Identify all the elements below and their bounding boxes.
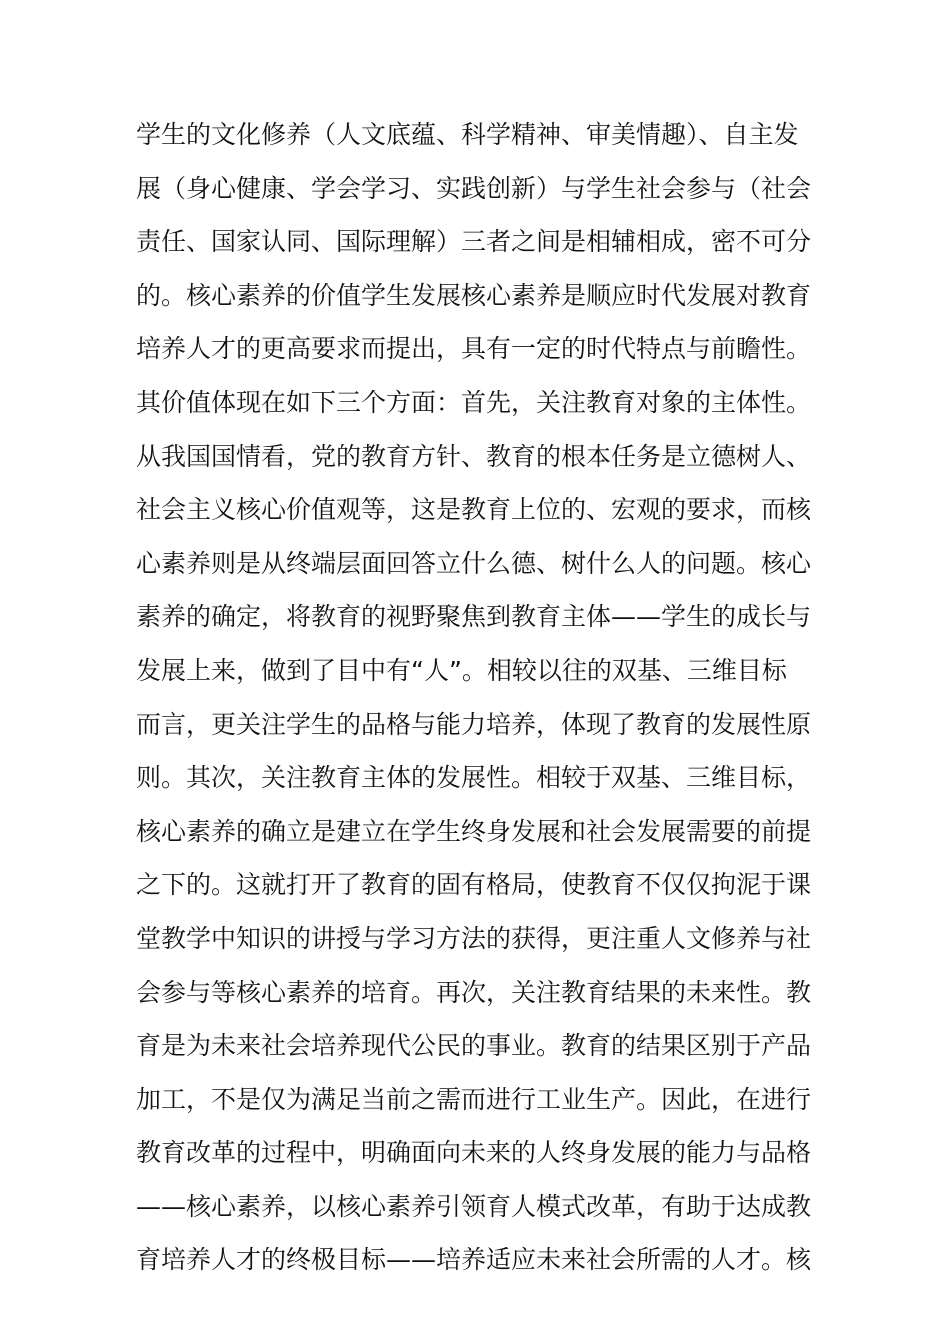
body-paragraph <box>136 108 836 1287</box>
text-line: 之下的。这就打开了教育的固有格局，使教育不仅仅拘泥于课 <box>136 870 812 900</box>
text-line: 加工，不是仅为满足当前之需而进行工业生产。因此，在进行 <box>136 1084 812 1114</box>
text-line: 育是为未来社会培养现代公民的事业。教育的结果区别于产品 <box>136 1031 812 1061</box>
text-line: 发展上来，做到了目中有“人”。相较以往的双基、三维目标 <box>136 655 787 685</box>
text-line: 而言，更关注学生的品格与能力培养，体现了教育的发展性原 <box>136 709 812 739</box>
text-line: 社会主义核心价值观等，这是教育上位的、宏观的要求，而核 <box>136 495 812 525</box>
text-line: 责任、国家认同、国际理解）三者之间是相辅相成，密不可分 <box>136 227 812 257</box>
text-line: 学生的文化修养（人文底蕴、科学精神、审美情趣）、自主发 <box>136 120 799 149</box>
text-line: 展（身心健康、学会学习、实践创新）与学生社会参与（社会 <box>136 173 812 203</box>
text-line: 堂教学中知识的讲授与学习方法的获得，更注重人文修养与社 <box>136 923 812 953</box>
text-line: 会参与等核心素养的培育。再次，关注教育结果的未来性。教 <box>136 977 812 1007</box>
text-line: 其价值体现在如下三个方面：首先，关注教育对象的主体性。 <box>136 387 812 417</box>
text-line: 育培养人才的终极目标——培养适应未来社会所需的人才。核 <box>136 1245 812 1275</box>
text-line: 培养人才的更高要求而提出，具有一定的时代特点与前瞻性。 <box>136 334 812 364</box>
text-line: 心素养则是从终端层面回答立什么德、树什么人的问题。核心 <box>136 548 812 578</box>
text-line: ——核心素养，以核心素养引领育人模式改革，有助于达成教 <box>136 1191 812 1221</box>
text-line: 的。核心素养的价值学生发展核心素养是顺应时代发展对教育 <box>136 280 812 310</box>
text-line: 核心素养的确立是建立在学生终身发展和社会发展需要的前提 <box>136 816 812 846</box>
text-line: 从我国国情看，党的教育方针、教育的根本任务是立德树人、 <box>136 441 812 471</box>
text-line: 教育改革的过程中，明确面向未来的人终身发展的能力与品格 <box>136 1138 812 1168</box>
text-line: 素养的确定，将教育的视野聚焦到教育主体——学生的成长与 <box>136 602 812 632</box>
text-line: 则。其次，关注教育主体的发展性。相较于双基、三维目标， <box>136 763 812 793</box>
